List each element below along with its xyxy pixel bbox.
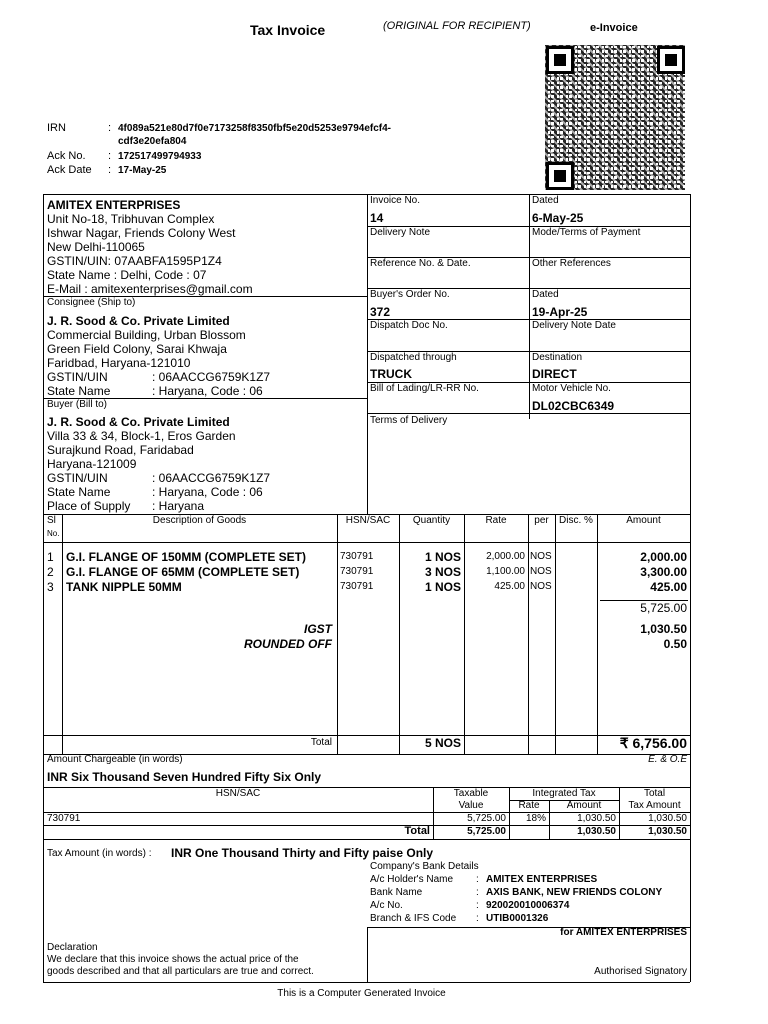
row-per: NOS xyxy=(530,566,552,577)
row-amount: 2,000.00 xyxy=(640,550,687,564)
igst-amount: 1,030.50 xyxy=(640,622,687,636)
buyer-addr2: Surajkund Road, Faridabad xyxy=(47,443,194,457)
reference-label: Reference No. & Date. xyxy=(370,258,471,269)
col-amount: Amount xyxy=(626,515,661,526)
col-line xyxy=(464,514,465,754)
buyer-state-value: : Haryana, Code : 06 xyxy=(152,485,263,499)
rounded-off-amount: 0.50 xyxy=(663,637,687,651)
total-qty: 5 NOS xyxy=(424,736,461,750)
ifsc-value: UTIB0001326 xyxy=(486,913,549,924)
bill-lading-label: Bill of Lading/LR-RR No. xyxy=(370,383,479,394)
consignee-name: J. R. Sood & Co. Private Limited xyxy=(47,314,230,328)
buyer-gstin-label: GSTIN/UIN xyxy=(47,471,108,485)
holder-value: AMITEX ENTERPRISES xyxy=(486,874,598,885)
col-disc: Disc. % xyxy=(559,515,593,526)
other-ref-label: Other References xyxy=(532,258,611,269)
buyer-order-label: Buyer's Order No. xyxy=(370,289,450,300)
col-no: No. xyxy=(47,529,60,538)
ack-no-value: 172517499794933 xyxy=(118,151,202,162)
ack-date-label: Ack Date xyxy=(47,164,92,176)
tax-row-amount: 1,030.50 xyxy=(577,813,616,824)
row-per: NOS xyxy=(530,581,552,592)
col-sl: Sl xyxy=(47,515,56,526)
colon: : xyxy=(476,913,479,924)
colon: : xyxy=(108,122,112,134)
taxable-header-2: Value xyxy=(458,800,484,811)
row-sl: 2 xyxy=(47,565,54,579)
col-rate: Rate xyxy=(485,515,507,526)
row-sl: 1 xyxy=(47,550,54,564)
row-rate: 425.00 xyxy=(494,581,525,592)
dated-label: Dated xyxy=(532,195,559,206)
row-amount: 425.00 xyxy=(650,580,687,594)
tax-row-rate: 18% xyxy=(525,813,546,824)
colon: : xyxy=(476,887,479,898)
row-desc: G.I. FLANGE OF 150MM (COMPLETE SET) xyxy=(66,550,307,564)
irn-value-line1: 4f089a521e80d7f0e7173258f8350fbf5e20d5253e9794efcf4- xyxy=(118,123,391,134)
rounded-off-label: ROUNDED OFF xyxy=(244,637,332,651)
bank-value: AXIS BANK, NEW FRIENDS COLONY xyxy=(486,887,663,898)
col-qty: Quantity xyxy=(412,515,451,526)
dispatch-doc-label: Dispatch Doc No. xyxy=(370,320,448,331)
col-separator xyxy=(367,194,368,514)
ack-no-label: Ack No. xyxy=(47,150,86,162)
consignee-addr3: Faridbad, Haryana-121010 xyxy=(47,356,191,370)
igst-header: Integrated Tax xyxy=(532,788,596,799)
tax-total-amount: 1,030.50 xyxy=(577,826,616,837)
invoice-title: Tax Invoice xyxy=(250,22,326,38)
row-qty: 1 NOS xyxy=(424,580,461,594)
buyer-heading: Buyer (Bill to) xyxy=(47,399,108,410)
divider xyxy=(367,413,690,414)
igst-label: IGST xyxy=(303,622,332,636)
buyer-state-label: State Name xyxy=(47,485,111,499)
row-rate: 1,100.00 xyxy=(486,566,525,577)
consignee-addr1: Commercial Building, Urban Blossom xyxy=(47,328,246,342)
row-desc: TANK NIPPLE 50MM xyxy=(66,580,182,594)
seller-state: State Name : Delhi, Code : 07 xyxy=(47,268,207,282)
col-hsn: HSN/SAC xyxy=(345,515,391,526)
amount-chargeable-label: Amount Chargeable (in words) xyxy=(47,754,183,765)
motor-vehicle: DL02CBC6349 xyxy=(532,399,615,413)
row-sl: 3 xyxy=(47,580,54,594)
eoe-label: E. & O.E xyxy=(648,754,687,765)
consignee-heading: Consignee (Ship to) xyxy=(47,297,136,308)
buyer-pos-value: : Haryana xyxy=(152,499,205,513)
row-hsn: 730791 xyxy=(340,566,374,577)
tax-total-taxable: 5,725.00 xyxy=(467,826,506,837)
col-separator-2 xyxy=(529,194,530,419)
frame-left xyxy=(43,194,44,982)
tax-total-label: Total xyxy=(404,825,430,837)
colon: : xyxy=(476,874,479,885)
col-line xyxy=(528,514,529,754)
acno-label: A/c No. xyxy=(370,900,403,911)
col-per: per xyxy=(534,515,549,526)
delivery-note-label: Delivery Note xyxy=(370,227,431,238)
irn-label: IRN xyxy=(47,122,66,134)
destination: DIRECT xyxy=(532,367,577,381)
tax-words-value: INR One Thousand Thirty and Fifty paise Only xyxy=(171,846,434,860)
motor-vehicle-label: Motor Vehicle No. xyxy=(532,383,611,394)
row-hsn: 730791 xyxy=(340,551,374,562)
buyer-pos-label: Place of Supply xyxy=(47,499,131,513)
consignee-state-value: : Haryana, Code : 06 xyxy=(152,384,263,398)
buyer-name: J. R. Sood & Co. Private Limited xyxy=(47,415,230,429)
for-company-label: for AMITEX ENTERPRISES xyxy=(560,927,687,938)
tax-row-taxable: 5,725.00 xyxy=(467,813,506,824)
invoice-no: 14 xyxy=(370,211,384,225)
tax-row-hsn: 730791 xyxy=(47,813,81,824)
seller-addr2: Ishwar Nagar, Friends Colony West xyxy=(47,226,236,240)
row-qty: 3 NOS xyxy=(424,565,461,579)
bank-heading: Company's Bank Details xyxy=(370,861,479,872)
destination-label: Destination xyxy=(532,352,583,363)
row-hsn: 730791 xyxy=(340,581,374,592)
consignee-gstin-value: : 06AACCG6759K1Z7 xyxy=(152,370,271,384)
row-amount: 3,300.00 xyxy=(640,565,687,579)
total-amount: ₹ 6,756.00 xyxy=(619,735,687,751)
row-per: NOS xyxy=(530,551,552,562)
dispatched-through: TRUCK xyxy=(370,367,412,381)
col-desc: Description of Goods xyxy=(152,515,247,526)
holder-label: A/c Holder's Name xyxy=(370,874,454,885)
declaration-line1: We declare that this invoice shows the actual price of the xyxy=(47,954,299,965)
bank-label: Bank Name xyxy=(370,887,423,898)
ifsc-label: Branch & IFS Code xyxy=(370,913,457,924)
ack-date-value: 17-May-25 xyxy=(118,165,167,176)
seller-gstin: GSTIN/UIN: 07AABFA1595P1Z4 xyxy=(47,254,222,268)
computer-generated-note: This is a Computer Generated Invoice xyxy=(277,988,446,999)
frame-right xyxy=(690,194,691,982)
divider xyxy=(43,735,690,736)
invoice-no-label: Invoice No. xyxy=(370,195,421,206)
buyer-gstin-value: : 06AACCG6759K1Z7 xyxy=(152,471,271,485)
consignee-gstin-label: GSTIN/UIN xyxy=(47,370,108,384)
buyer-addr3: Haryana-121009 xyxy=(47,457,137,471)
dated: 6-May-25 xyxy=(532,211,584,225)
rate-header: Rate xyxy=(518,800,540,811)
tax-hsn-header: HSN/SAC xyxy=(215,788,261,799)
amount-in-words: INR Six Thousand Seven Hundred Fifty Six Only xyxy=(47,770,322,784)
total-tax-header-1: Total xyxy=(643,788,666,799)
dated2: 19-Apr-25 xyxy=(532,305,588,319)
colon: : xyxy=(476,900,479,911)
delivery-note-date-label: Delivery Note Date xyxy=(532,320,616,331)
acno-value: 920020010006374 xyxy=(486,900,570,911)
col-line xyxy=(555,514,556,754)
einvoice-label: e-Invoice xyxy=(590,22,638,34)
terms-delivery-label: Terms of Delivery xyxy=(370,415,448,426)
divider xyxy=(43,839,690,840)
divider xyxy=(43,542,690,543)
tax-total-total: 1,030.50 xyxy=(648,826,687,837)
total-label: Total xyxy=(310,737,332,748)
authorised-signatory: Authorised Signatory xyxy=(594,966,687,977)
copy-label: (ORIGINAL FOR RECIPIENT) xyxy=(383,20,531,32)
col-line xyxy=(337,514,338,754)
row-rate: 2,000.00 xyxy=(486,551,525,562)
taxable-header-1: Taxable xyxy=(453,788,489,799)
row-qty: 1 NOS xyxy=(424,550,461,564)
seller-addr3: New Delhi-110065 xyxy=(47,240,145,254)
mode-terms-label: Mode/Terms of Payment xyxy=(532,227,641,238)
declaration-line2: goods described and that all particulars are true and correct. xyxy=(47,966,314,977)
seller-addr1: Unit No-18, Tribhuvan Complex xyxy=(47,212,215,226)
subtotal: 5,725.00 xyxy=(640,601,687,615)
seller-email: E-Mail : amitexenterprises@gmail.com xyxy=(47,282,253,296)
dispatched-through-label: Dispatched through xyxy=(370,352,457,363)
tax-row-total: 1,030.50 xyxy=(648,813,687,824)
tax-words-label: Tax Amount (in words) : xyxy=(47,848,152,859)
row-desc: G.I. FLANGE OF 65MM (COMPLETE SET) xyxy=(66,565,300,579)
consignee-state-label: State Name xyxy=(47,384,111,398)
frame-bottom xyxy=(43,982,690,983)
declaration-heading: Declaration xyxy=(47,942,98,953)
buyer-order: 372 xyxy=(370,305,391,319)
seller-name: AMITEX ENTERPRISES xyxy=(47,198,181,212)
irn-value-line2: cdf3e20efa804 xyxy=(118,136,187,147)
total-tax-header-2: Tax Amount xyxy=(628,800,681,811)
colon: : xyxy=(108,150,112,162)
amount-header: Amount xyxy=(566,800,602,811)
consignee-addr2: Green Field Colony, Sarai Khwaja xyxy=(47,342,227,356)
buyer-addr1: Villa 33 & 34, Block-1, Eros Garden xyxy=(47,429,236,443)
dated2-label: Dated xyxy=(532,289,559,300)
colon: : xyxy=(108,164,112,176)
